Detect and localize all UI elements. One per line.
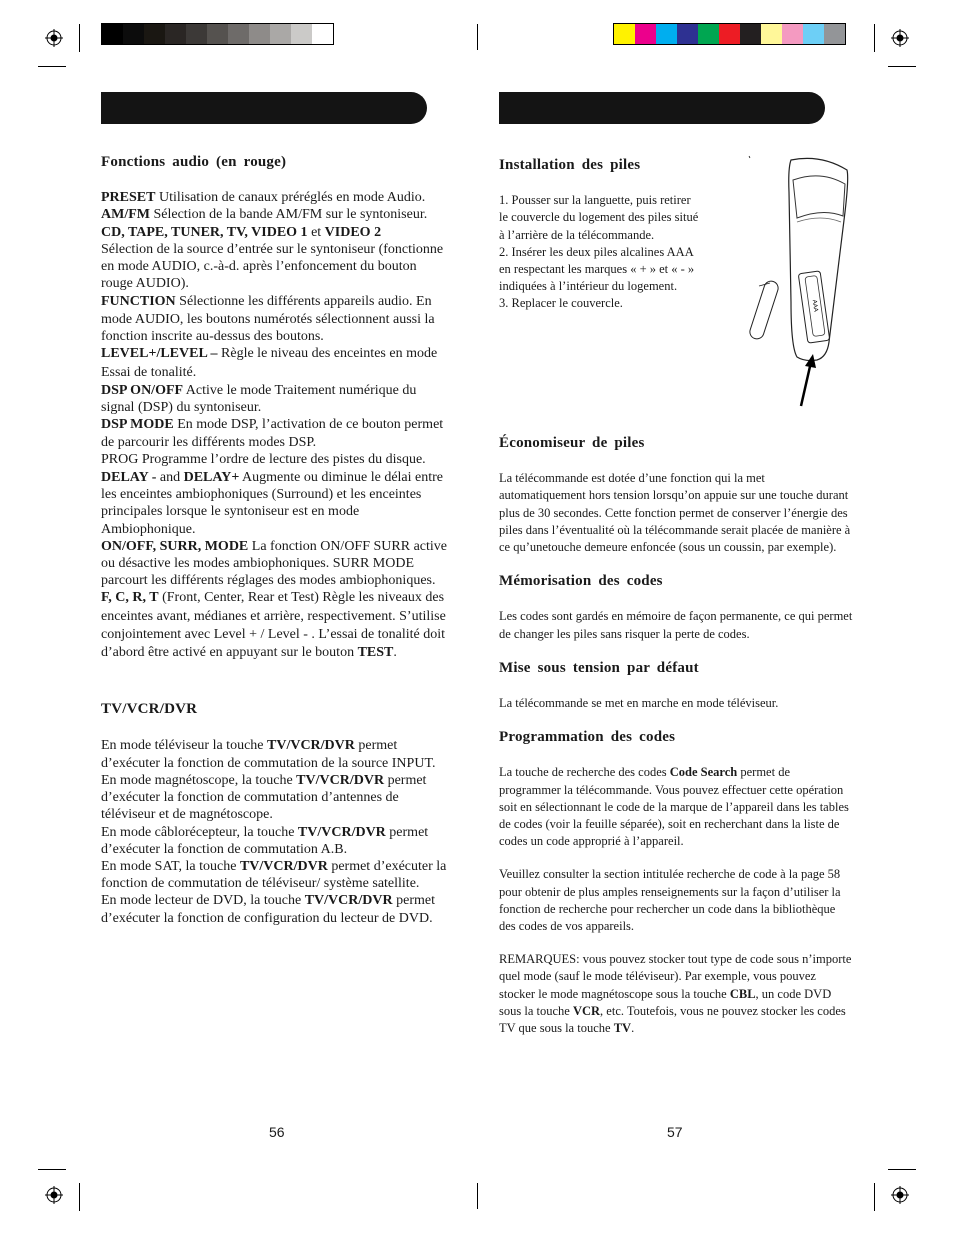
- registration-mark-icon: [891, 1186, 909, 1204]
- programming-notes: REMARQUES: vous pouvez stocker tout type de code sous n’importe quel mode (sauf le mode téléviseur). Par exemple, vous pouvez stocker le mode magnétoscope sous la touche CBL, un code DVD sous la touche VCR, etc. Toutefois, vous ne pouvez stocker les codes TV que sous la touche TV.: [499, 952, 852, 1036]
- entry-dsp-onoff: DSP ON/OFF Active le mode Traitement numérique du signal (DSP) du syntoniseur.: [101, 383, 417, 416]
- saver-paragraph: La télécommande est dotée d’une fonction qui la met automatiquement hors tension lorsqu’on appuie sur une touche durant plus de 30 secondes. Cette fonction permet de conserver l’énergie des piles dans l’éventualité où la télécommande serait placée de manière à ce qu’unetouche demeure enfoncée (sous un coussin, par exemple).: [499, 471, 851, 555]
- section-heading-default: Mise sous tension par défaut: [499, 659, 699, 676]
- memory-paragraph: Les codes sont gardés en mémoire de façon permanente, ce qui permet de changer les piles sans risquer la perte de codes.: [499, 609, 853, 641]
- install-step-3: 3. Replacer le couvercle.: [499, 296, 623, 311]
- section-heading-install: Installation des piles: [499, 157, 641, 173]
- tv-paragraph-sat: En mode SAT, la touche TV/VCR/DVR permet d’exécuter la fonction de commutation de téléviseur/ système satellite.: [101, 858, 447, 892]
- tv-paragraph-tv: En mode téléviseur la touche TV/VCR/DVR permet d’exécuter la fonction de commutation de la source INPUT.: [101, 738, 436, 771]
- crop-mark: [38, 66, 66, 67]
- calibration-swatch: [186, 24, 207, 44]
- entry-delay: DELAY - and DELAY+ Augmente ou diminue le délai entre les enceintes ambiophoniques (Surround) et les enceintes principales lorsque le syntoniseur est en mode Ambiophonique.: [101, 470, 444, 537]
- section-heading-programming: Programmation des codes: [499, 729, 676, 746]
- crop-mark: [38, 1169, 66, 1170]
- right-column-lower: [499, 435, 854, 1037]
- crop-mark: [874, 24, 875, 52]
- entry-dsp-mode: DSP MODE En mode DSP, l’activation de ce bouton permet de parcourir les différents modes DSP.: [101, 417, 444, 450]
- section-header-bar-left: [101, 92, 427, 124]
- install-step-1: 1. Pousser sur la languette, puis retirer le couvercle du logement des piles situé à l’arrière de la télécommande.: [499, 193, 699, 242]
- calibration-swatch: [761, 24, 782, 44]
- entry-fcrt: F, C, R, T (Front, Center, Rear et Test) Règle les niveaux des enceintes avant, médianes et arrière, respectivement. S’utilise conjointement avec Level + / Level - . L’essai de tonalité doit d’abord être activé en appuyant sur le bouton TEST.: [101, 590, 446, 661]
- grayscale-calibration-bar: [101, 23, 334, 45]
- registration-mark-icon: [45, 29, 63, 47]
- crop-mark: [477, 1183, 478, 1209]
- calibration-swatch: [249, 24, 270, 44]
- crop-mark: [888, 66, 916, 67]
- calibration-swatch: [824, 24, 845, 44]
- calibration-swatch: [312, 24, 333, 44]
- tv-paragraph-dvd: En mode lecteur de DVD, la touche TV/VCR/DVR permet d’exécuter la fonction de configuration du lecteur de DVD.: [101, 893, 435, 926]
- section-heading-tvvcrdvr: TV/VCR/DVR: [101, 701, 198, 718]
- calibration-swatch: [207, 24, 228, 44]
- calibration-swatch: [228, 24, 249, 44]
- color-calibration-bar: [613, 23, 846, 45]
- calibration-swatch: [656, 24, 677, 44]
- page-number-left: 56: [269, 1124, 285, 1140]
- programming-paragraph-2: Veuillez consulter la section intitulée recherche de code à la page 58 pour obtenir de plus amples renseignements sur la façon d’utiliser la fonction de recherche pour rechercher un code dans la bibliothèque des codes de vos appareils.: [499, 867, 841, 934]
- crop-mark: [79, 24, 80, 52]
- calibration-swatch: [165, 24, 186, 44]
- calibration-swatch: [291, 24, 312, 44]
- entry-function: FUNCTION Sélectionne les différents appareils audio. En mode AUDIO, les boutons numérotés sélectionnent aussi la fonction inscrite au-dessus des boutons.: [101, 294, 435, 344]
- entry-prog: PROG Programme l’ordre de lecture des pistes du disque.: [101, 451, 426, 467]
- section-heading-memory: Mémorisation des codes: [499, 573, 663, 590]
- entry-amfm: AM/FM Sélection de la bande AM/FM sur le syntoniseur.: [101, 207, 428, 223]
- tv-paragraph-cable: En mode câblorécepteur, la touche TV/VCR/DVR permet d’exécuter la fonction de commutation A.B.: [101, 824, 429, 857]
- battery-install-section: [499, 157, 699, 313]
- programming-paragraph-1: La touche de recherche des codes Code Search permet de programmer la télécommande. Vous pouvez effectuer cette opération soit en sélectionnant le code de la marque de l’appareil dans les tables de codes (voir la feuille séparée), soit en recherchant dans la liste de codes un code approprié à l’appareil.: [499, 765, 849, 849]
- crop-mark: [79, 1183, 80, 1211]
- crop-mark: [477, 24, 478, 50]
- calibration-swatch: [782, 24, 803, 44]
- calibration-swatch: [144, 24, 165, 44]
- calibration-swatch: [635, 24, 656, 44]
- calibration-swatch: [614, 24, 635, 44]
- registration-mark-icon: [45, 1186, 63, 1204]
- entry-surround: ON/OFF, SURR, MODE La fonction ON/OFF SURR active ou désactive les modes ambiophoniques. SURR MODE parcourt les différents réglages des modes ambiophoniques.: [101, 538, 447, 589]
- page-number-right: 57: [667, 1124, 683, 1140]
- entry-sources: CD, TAPE, TUNER, TV, VIDEO 1 et VIDEO 2 Sélection de la source d’entrée sur le syntoniseur (fonctionne en mode AUDIO, c.-à-d. après l’enfoncement du bouton rouge AUDIO).: [101, 224, 444, 292]
- section-header-bar-right: [499, 92, 825, 124]
- calibration-swatch: [102, 24, 123, 44]
- install-step-2: 2. Insérer les deux piles alcalines AAA en respectant les marques « + » et « - » indiquées à l’intérieur du logement.: [499, 244, 695, 294]
- entry-level: LEVEL+/LEVEL – Règle le niveau des enceintes en mode Essai de tonalité.: [101, 346, 438, 380]
- calibration-swatch: [270, 24, 291, 44]
- crop-mark: [874, 1183, 875, 1211]
- tv-paragraph-vcr: En mode magnétoscope, la touche TV/VCR/DVR permet d’exécuter la fonction de commutation d’antennes de téléviseur et de magnétoscope.: [101, 772, 427, 823]
- default-paragraph: La télécommande se met en marche en mode téléviseur.: [499, 696, 779, 711]
- entry-preset: PRESET Utilisation de canaux préréglés en mode Audio.: [101, 190, 426, 206]
- registration-mark-icon: [891, 29, 909, 47]
- calibration-swatch: [698, 24, 719, 44]
- section-heading-saver: Économiseur de piles: [499, 435, 645, 451]
- left-column: [101, 154, 451, 927]
- remote-battery-illustration: [745, 152, 855, 410]
- calibration-swatch: [803, 24, 824, 44]
- crop-mark: [888, 1169, 916, 1170]
- section-heading-audio: Fonctions audio (en rouge): [101, 154, 287, 170]
- battery-label: AAA: [810, 299, 819, 313]
- calibration-swatch: [677, 24, 698, 44]
- calibration-swatch: [719, 24, 740, 44]
- calibration-swatch: [740, 24, 761, 44]
- calibration-swatch: [123, 24, 144, 44]
